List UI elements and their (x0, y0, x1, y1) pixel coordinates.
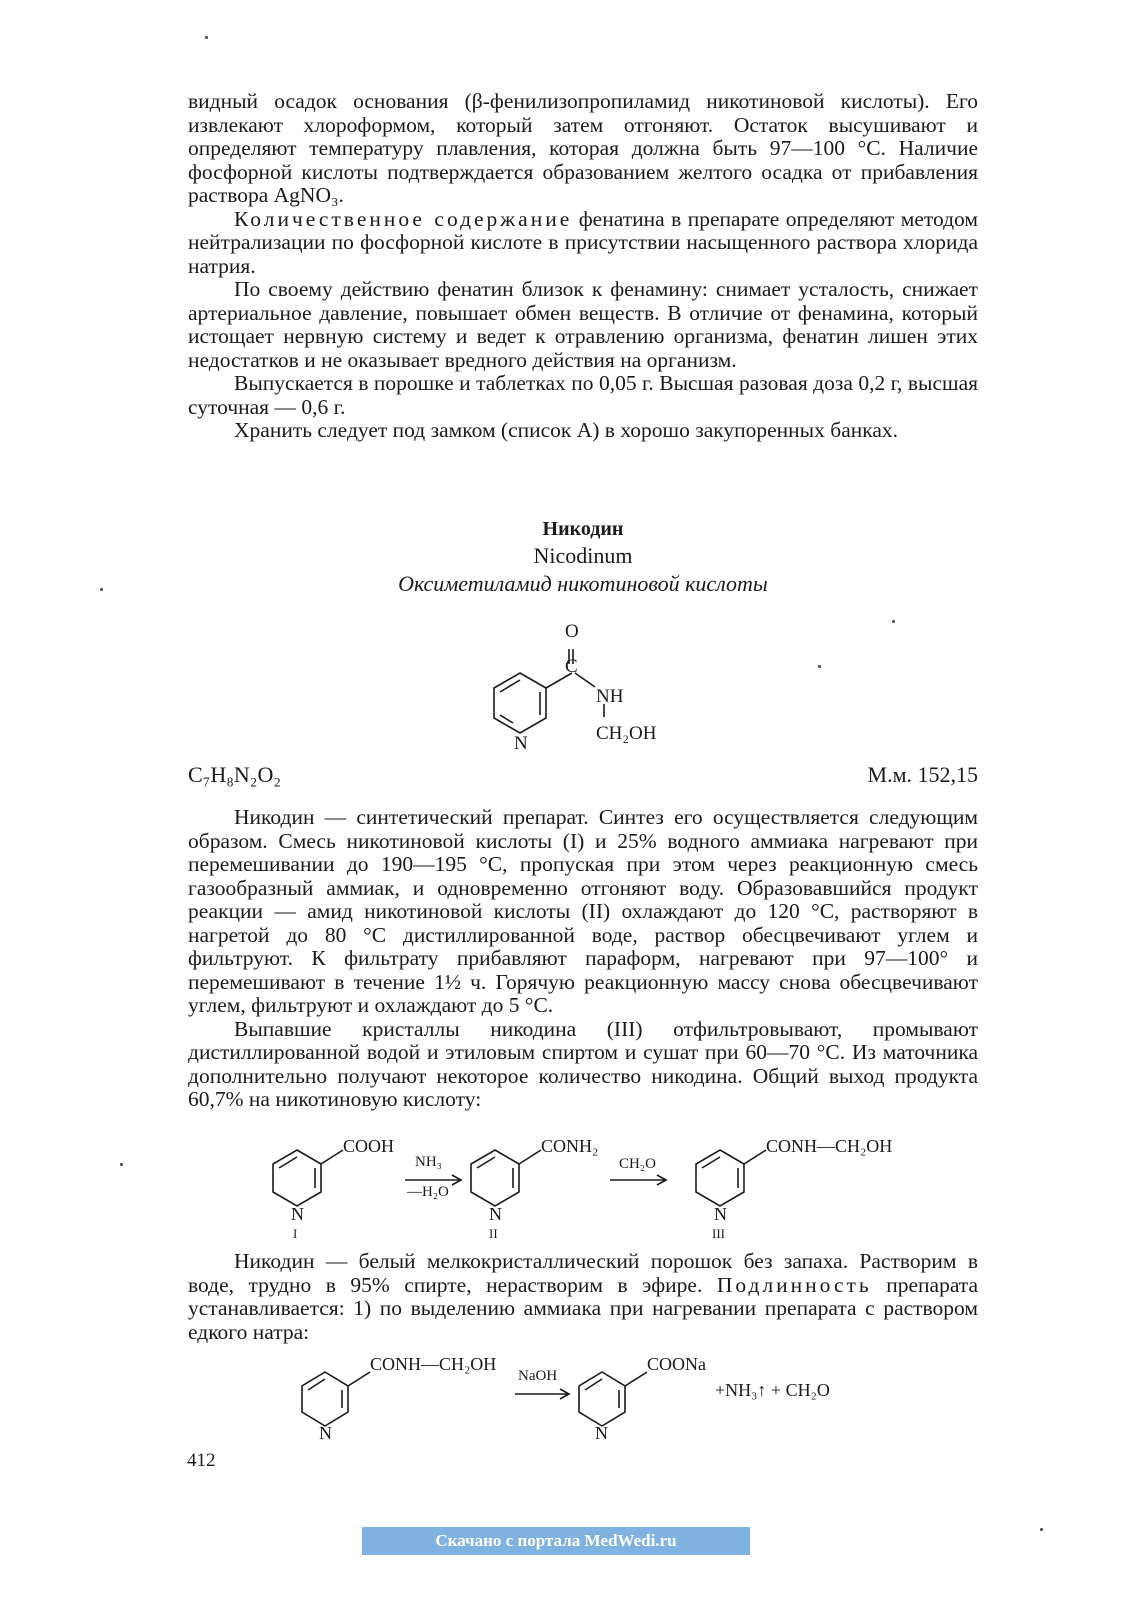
scheme2-reagent-naoh: NaOH (518, 1368, 558, 1384)
scheme1-label-iii: III (712, 1226, 725, 1240)
synthesis-scheme (255, 1130, 915, 1240)
scheme2-products: +NH₃↑ + CH₂O (715, 1380, 830, 1400)
monograph-heading (188, 518, 978, 597)
scheme2-coona: COONa (647, 1354, 706, 1374)
paragraph-1: видный осадок основания (β-фенилизопропиламид никотиновой кислоты). Его извлекают хлороформом, который затем отгоняют. Остаток высушивают и определяют температуру плавления, которая должна быть 97—100 °С. Наличие фосфорной кислоты подтверждается образованием желтого осадка от прибавления раствора AgNO₃. (188, 89, 978, 207)
scheme1-reagent-nh3: NH₃ (415, 1154, 442, 1170)
structure-nh: NH (596, 686, 624, 707)
scheme1-cooh: COOH (343, 1136, 395, 1156)
scan-speck (100, 588, 103, 591)
page-number: 412 (187, 1450, 216, 1471)
synthesis-paragraph-1: Никодин — синтетический препарат. Синтез его осуществляется следующим образом. Смесь никотиновой кислоты (I) и 25% водного аммиака нагревают при перемешивании до 190—195 °С, пропуская при этом через реакционную смесь газообразный аммиак, и одновременно отгоняют воду. Образовавшийся продукт реакции — амид никотиновой кислоты (II) охлаждают до 120 °С, растворяют в нагретой до 80 °С дистиллированной воде, раствор обесцвечивают углем и фильтруют. К фильтрату прибавляют параформ, нагревают при 97—100° и перемешивают в течение 1½ ч. Горячую реакционную массу снова обесцвечивают углем, фильтруют и охлаждают до 5 °С. (188, 805, 978, 1017)
scan-speck (818, 665, 821, 668)
paragraph-2-rest: фенатина в препарате определяют методом нейтрализации по фосфорной кислоте в присутствии насыщенного раствора хлорида натрия. (188, 206, 979, 278)
nicodin-structure (480, 615, 680, 755)
scan-speck (1040, 1528, 1043, 1531)
spaced-term-identity: Подлинность (716, 1272, 872, 1297)
scheme1-label-ii: II (489, 1226, 498, 1240)
synthesis-paragraph-2: Выпавшие кристаллы никодина (III) отфильтровывают, промывают дистиллированной водой и этиловым спиртом и сушат при 60—70 °С. Из маточника дополнительно получают некоторое количество никодина. Общий выход продукта 60,7% на никотиновую кислоту: (188, 1016, 978, 1111)
scan-speck (205, 36, 208, 39)
paragraph-3: По своему действию фенатин близок к фенамину: снимает усталость, снижает артериальное давление, повышает обмен веществ. В отличие от фенамина, который истощает нервную систему и ведет к отравлению организма, фенатин лишен этих недостатков и не оказывает вредного действия на организм. (188, 277, 978, 372)
drug-name-latin: Nicodinum (533, 543, 633, 568)
paragraph-2 (188, 208, 978, 279)
identity-text-block (188, 1250, 978, 1344)
scan-speck (892, 620, 895, 623)
paragraph-5: Хранить следует под замком (список А) в хорошо закупоренных банках. (234, 418, 899, 442)
scheme1-conh2: CONH₂ (541, 1136, 599, 1156)
scheme2-n1: N (319, 1423, 332, 1442)
scan-speck (120, 1163, 123, 1166)
scheme1-conh-ch2oh: CONH—CH₂OH (766, 1136, 893, 1156)
identity-paragraph-rest: препарата устанавливается: 1) по выделению аммиака при нагревании препарата с раствором едкого натра: (188, 1272, 978, 1344)
scheme1-label-i: I (293, 1226, 298, 1240)
scheme1-n1: N (291, 1204, 304, 1224)
scheme1-n3: N (714, 1204, 727, 1224)
drug-name-ru: Никодин (542, 518, 624, 540)
scheme2-conh-ch2oh: CONH—CH₂OH (370, 1354, 497, 1374)
top-text-block (188, 90, 978, 443)
scheme2-n2: N (595, 1423, 608, 1442)
paragraph-4: Выпускается в порошке и таблетках по 0,05 г. Высшая разовая доза 0,2 г, высшая суточная — 0,6 г. (188, 371, 978, 419)
scheme1-reagent-h2o: —H₂O (407, 1184, 449, 1200)
molecular-formula: C₇H₈N₂O₂ (188, 762, 282, 787)
structure-ring-n: N (514, 733, 528, 754)
spaced-term: Количественное содержание (234, 206, 573, 231)
structure-o: O (565, 621, 579, 642)
chemical-name: Оксиметиламид никотиновой кислоты (398, 571, 768, 596)
scheme1-n2: N (489, 1204, 502, 1224)
alkali-reaction-scheme (290, 1350, 890, 1442)
molecular-mass: М.м. 152,15 (867, 762, 978, 787)
structure-ch2oh: CH₂OH (596, 723, 657, 744)
identity-paragraph (188, 1250, 978, 1344)
identity-paragraph-start: Никодин — белый мелкокристаллический порошок без запаха. Растворим в воде, трудно в 95% спирте, нерастворим в эфире. (188, 1249, 978, 1297)
structure-c: C (565, 656, 578, 677)
download-source-banner[interactable]: Скачано с портала MedWedi.ru (362, 1527, 750, 1555)
synthesis-text-block (188, 806, 978, 1112)
scheme1-reagent-ch2o: CH₂O (619, 1156, 656, 1172)
